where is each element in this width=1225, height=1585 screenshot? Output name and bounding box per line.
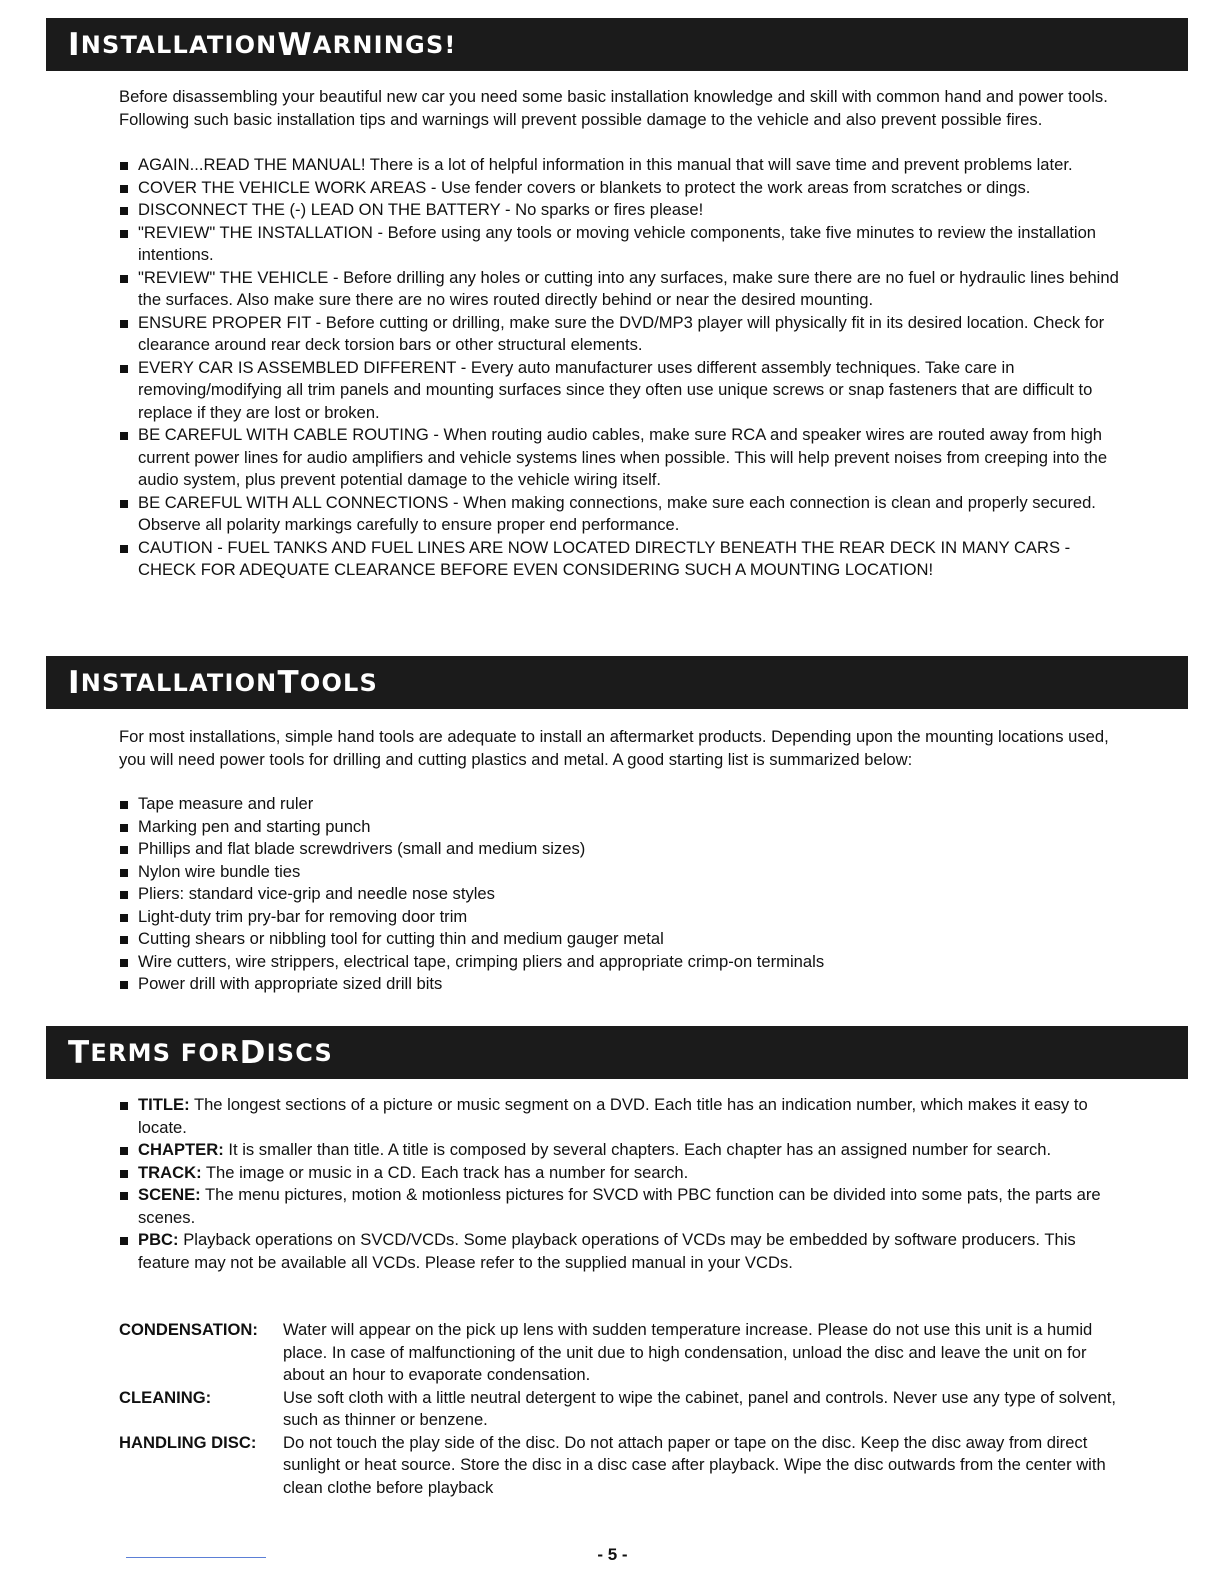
- term-item: [119, 1139, 1119, 1162]
- list-item: [119, 861, 1119, 884]
- banner-cap-1: T: [68, 1034, 91, 1071]
- list-item: [119, 928, 1119, 951]
- list-item: [119, 222, 1119, 267]
- term-item: [119, 1094, 1119, 1139]
- list-item-text: Wire cutters, wire strippers, electrical tape, crimping pliers and appropriate crimp-on terminals: [138, 951, 825, 971]
- term-text: Playback operations on SVCD/VCDs. Some playback operations of VCDs may be embedded by software producers. This feature may not be available all VCDs. Please refer to the supplied manual in your VCDs.: [138, 1230, 1076, 1272]
- term-label: TITLE:: [138, 1095, 190, 1114]
- list-item-text: BE CAREFUL WITH ALL CONNECTIONS - When making connections, make sure each connection is clean and properly secured. Observe all polarity markings carefully to ensure proper end performance.: [138, 492, 1096, 534]
- terms-list: [119, 1094, 1119, 1274]
- bullet-square-icon: [120, 1102, 128, 1110]
- bullet-square-icon: [120, 846, 128, 854]
- bullet-square-icon: [120, 275, 128, 283]
- list-item: [119, 838, 1119, 861]
- bullet-square-icon: [120, 914, 128, 922]
- list-item-text: Light-duty trim pry-bar for removing door trim: [138, 906, 468, 926]
- list-item: [119, 973, 1119, 996]
- list-item-text: Power drill with appropriate sized drill bits: [138, 974, 443, 993]
- banner-rest-1: NSTALLATION: [80, 668, 278, 697]
- list-item-text: EVERY CAR IS ASSEMBLED DIFFERENT - Every auto manufacturer uses different assembly techniques. Take care in removing/modifying all trim panels and mounting surfaces since they often use unique screws or snap fasteners that are difficult to replace if they are lost or broken.: [138, 357, 1093, 422]
- banner-rest-2: ISCS: [266, 1038, 333, 1067]
- bullet-square-icon: [120, 365, 128, 373]
- list-item: [119, 951, 1119, 974]
- bullet-square-icon: [120, 869, 128, 877]
- list-item-text: Nylon wire bundle ties: [138, 861, 301, 881]
- list-item-text: Cutting shears or nibbling tool for cutting thin and medium gauger metal: [138, 929, 664, 948]
- bullet-square-icon: [120, 162, 128, 170]
- list-item-text: CAUTION - FUEL TANKS AND FUEL LINES ARE NOW LOCATED DIRECTLY BENEATH THE REAR DECK IN MANY CARS - CHECK FOR ADEQUATE CLEARANCE BEFORE EVEN CONSIDERING SUCH A MOUNTING LOCATION!: [138, 537, 1071, 579]
- section-banner-installation-tools: [46, 656, 1188, 709]
- list-item: [119, 537, 1119, 582]
- list-item: [119, 816, 1119, 839]
- bullet-square-icon: [120, 432, 128, 440]
- definition-text: Use soft cloth with a little neutral detergent to wipe the cabinet, panel and controls. Never use any type of solvent, such as thinner or benzene.: [283, 1387, 1116, 1429]
- bullet-square-icon: [120, 936, 128, 944]
- banner-cap-2: W: [277, 26, 313, 63]
- bullet-square-icon: [120, 1170, 128, 1178]
- banner-rest-1: NSTALLATION: [80, 30, 278, 59]
- list-item-text: ENSURE PROPER FIT - Before cutting or drilling, make sure the DVD/MP3 player will physically fit in its desired location. Check for clearance around rear deck torsion bars or other structural elements.: [138, 312, 1105, 354]
- list-item-text: COVER THE VEHICLE WORK AREAS - Use fender covers or blankets to protect the work areas from scratches or dings.: [138, 177, 1031, 197]
- term-item: [119, 1184, 1119, 1229]
- banner-rest-2: ARNINGS!: [312, 30, 457, 59]
- definition-term: HANDLING DISC:: [119, 1432, 257, 1452]
- list-item: [119, 154, 1119, 177]
- term-item: [119, 1162, 1119, 1185]
- term-text: The longest sections of a picture or music segment on a DVD. Each title has an indication number, which makes it easy to locate.: [138, 1095, 1088, 1137]
- section-banner-installation-warnings: [46, 18, 1188, 71]
- bullet-square-icon: [120, 320, 128, 328]
- list-item-text: "REVIEW" THE INSTALLATION - Before using any tools or moving vehicle components, take five minutes to review the installation intentions.: [138, 222, 1097, 264]
- term-text: It is smaller than title. A title is composed by several chapters. Each chapter has an assigned number for search.: [228, 1140, 1052, 1159]
- list-item-text: Marking pen and starting punch: [138, 816, 371, 836]
- care-definitions: [119, 1319, 1119, 1499]
- page-number: - 5 -: [597, 1545, 628, 1564]
- bullet-square-icon: [120, 824, 128, 832]
- definition-term: CLEANING:: [119, 1387, 212, 1407]
- banner-cap-2: D: [239, 1034, 267, 1071]
- list-item: [119, 424, 1119, 492]
- list-item-text: Tape measure and ruler: [138, 794, 314, 813]
- bullet-square-icon: [120, 981, 128, 989]
- bullet-square-icon: [120, 1237, 128, 1245]
- term-text: The image or music in a CD. Each track has a number for search.: [205, 1162, 689, 1182]
- list-item: [119, 883, 1119, 906]
- bullet-square-icon: [120, 891, 128, 899]
- bullet-square-icon: [120, 959, 128, 967]
- list-item-text: DISCONNECT THE (-) LEAD ON THE BATTERY - No sparks or fires please!: [138, 200, 704, 219]
- list-item: [119, 199, 1119, 222]
- banner-rest-1: ERMS FOR: [90, 1038, 240, 1067]
- tools-list: [119, 793, 1119, 996]
- definition-text: Do not touch the play side of the disc. Do not attach paper or tape on the disc. Keep the disc away from direct sunlight or heat source. Store the disc in a disc case after playback. Wipe the disc outwards from the center with clean clothe before playback: [283, 1432, 1106, 1497]
- bullet-square-icon: [120, 500, 128, 508]
- term-item: [119, 1229, 1119, 1274]
- bullet-square-icon: [120, 207, 128, 215]
- term-label: PBC:: [138, 1230, 179, 1249]
- list-item: [119, 906, 1119, 929]
- banner-cap-1: I: [68, 26, 81, 63]
- terms-section: [119, 1094, 1119, 1274]
- list-item-text: Pliers: standard vice-grip and needle nose styles: [138, 884, 495, 903]
- section-banner-terms-for-discs: [46, 1026, 1188, 1079]
- list-item: [119, 267, 1119, 312]
- list-item: [119, 492, 1119, 537]
- warnings-intro: Before disassembling your beautiful new car you need some basic installation knowledge and skill with common hand and power tools. Following such basic installation tips and warnings will prevent possible damage to the vehicle and also prevent possible fires.: [119, 87, 1108, 129]
- bullet-square-icon: [120, 1147, 128, 1155]
- banner-rest-2: OOLS: [299, 668, 379, 697]
- warnings-section: [119, 86, 1119, 582]
- term-text: The menu pictures, motion & motionless pictures for SVCD with PBC function can be divided into some pats, the parts are scenes.: [138, 1185, 1101, 1227]
- definition-row: [119, 1432, 1119, 1500]
- list-item-text: "REVIEW" THE VEHICLE - Before drilling any holes or cutting into any surfaces, make sure there are no fuel or hydraulic lines behind the surfaces. Also make sure there are no wires routed directly behind or near the desired mounting.: [138, 267, 1119, 309]
- warnings-list: [119, 154, 1119, 582]
- list-item-text: BE CAREFUL WITH CABLE ROUTING - When routing audio cables, make sure RCA and speaker wires are routed away from high current power lines for audio amplifiers and vehicle systems lines when possible. This will help prevent noises from creeping into the audio system, plus prevent potential damage to the vehicle wiring itself.: [138, 425, 1108, 489]
- list-item-text: AGAIN...READ THE MANUAL! There is a lot of helpful information in this manual that will save time and prevent problems later.: [138, 155, 1073, 174]
- list-item: [119, 793, 1119, 816]
- banner-cap-2: T: [277, 664, 300, 701]
- term-label: CHAPTER:: [138, 1140, 224, 1159]
- bullet-square-icon: [120, 1192, 128, 1200]
- list-item: [119, 312, 1119, 357]
- list-item: [119, 177, 1119, 200]
- term-label: SCENE:: [138, 1185, 201, 1204]
- bullet-square-icon: [120, 801, 128, 809]
- definition-row: [119, 1387, 1119, 1432]
- banner-cap-1: I: [68, 664, 81, 701]
- bullet-square-icon: [120, 185, 128, 193]
- definition-term: CONDENSATION:: [119, 1320, 258, 1339]
- bullet-square-icon: [120, 230, 128, 238]
- term-label: TRACK:: [138, 1162, 202, 1182]
- definition-text: Water will appear on the pick up lens with sudden temperature increase. Please do not use this unit is a humid place. In case of malfunctioning of the unit due to high condensation, unload the disc and leave the unit on for about an hour to evaporate condensation.: [283, 1320, 1093, 1384]
- tools-intro: For most installations, simple hand tools are adequate to install an aftermarket products. Depending upon the mounting locations used, you will need power tools for drilling and cutting plastics and metal. A good starting list is summarized below:: [119, 727, 1109, 769]
- list-item: [119, 357, 1119, 425]
- definition-row: [119, 1319, 1119, 1387]
- tools-section: [119, 726, 1119, 996]
- list-item-text: Phillips and flat blade screwdrivers (small and medium sizes): [138, 839, 586, 858]
- bullet-square-icon: [120, 545, 128, 553]
